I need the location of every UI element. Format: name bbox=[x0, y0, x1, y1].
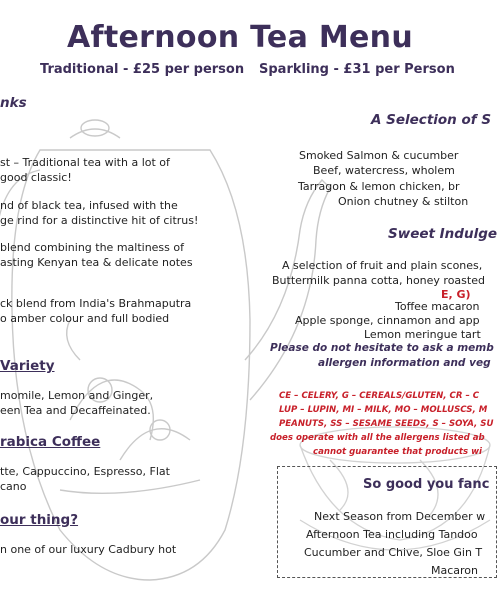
sweet-line: Apple sponge, cinnamon and app bbox=[295, 314, 480, 327]
sweet-line: A selection of fruit and plain scones, bbox=[282, 259, 483, 272]
sweet-line: Toffee macaron bbox=[395, 300, 480, 313]
allergen-list: PEANUTS, SS – SESAME SEEDS, S – SOYA, SU bbox=[279, 419, 494, 429]
allergen-note: allergen information and veg bbox=[318, 357, 491, 369]
tea-line: nd of black tea, infused with the bbox=[0, 199, 178, 212]
drinks-heading: nks bbox=[0, 95, 27, 111]
savoury-line: Tarragon & lemon chicken, br bbox=[298, 180, 460, 193]
price-sparkling: Sparkling - £31 per Person bbox=[259, 62, 455, 77]
tea-line: ge rind for a distinctive hit of citrus! bbox=[0, 214, 199, 227]
tea-line: asting Kenyan tea & delicate notes bbox=[0, 256, 193, 269]
allergen-list: does operate with all the allergens listed ab bbox=[270, 433, 485, 443]
variety-line: een Tea and Decaffeinated. bbox=[0, 404, 151, 417]
price-traditional: Traditional - £25 per person bbox=[40, 62, 245, 77]
allergen-list: cannot guarantee that products wi bbox=[313, 447, 482, 457]
variety-line: momile, Lemon and Ginger, bbox=[0, 389, 154, 402]
variety-heading: Variety bbox=[0, 358, 55, 374]
coffee-line: tte, Cappuccino, Espresso, Flat bbox=[0, 465, 170, 478]
tea-line: o amber colour and full bodied bbox=[0, 312, 170, 325]
promo-line: Macaron bbox=[431, 564, 479, 577]
promo-line: Cucumber and Chive, Sloe Gin T bbox=[304, 546, 483, 559]
savoury-line: Beef, watercress, wholem bbox=[313, 164, 455, 177]
tea-line: blend combining the maltiness of bbox=[0, 241, 184, 254]
coffee-heading: rabica Coffee bbox=[0, 434, 101, 450]
tea-line: ck blend from India's Brahmaputra bbox=[0, 297, 192, 310]
tea-line: st – Traditional tea with a lot of bbox=[0, 156, 170, 169]
promo-heading: So good you fanc bbox=[363, 477, 490, 492]
allergen-list: LUP – LUPIN, MI – MILK, MO – MOLLUSCS, M bbox=[279, 405, 488, 415]
sweet-line: E, G) bbox=[441, 288, 471, 301]
sweet-heading: Sweet Indulge bbox=[388, 226, 497, 242]
allergen-list: CE – CELERY, G – CEREALS/GLUTEN, CR – C bbox=[279, 391, 480, 401]
hot-chocolate-line: n one of our luxury Cadbury hot bbox=[0, 543, 177, 556]
not-your-thing-heading: our thing? bbox=[0, 512, 79, 528]
savoury-line: Onion chutney & stilton bbox=[338, 195, 469, 208]
sweet-line: Buttermilk panna cotta, honey roasted bbox=[272, 274, 485, 287]
savoury-line: Smoked Salmon & cucumber bbox=[299, 149, 459, 162]
promo-line: Afternoon Tea including Tandoo bbox=[306, 528, 478, 541]
allergen-note: Please do not hesitate to ask a memb bbox=[270, 342, 494, 354]
page-title: Afternoon Tea Menu bbox=[67, 20, 413, 55]
sweet-line: Lemon meringue tart bbox=[364, 328, 481, 341]
savoury-heading: A Selection of S bbox=[371, 112, 492, 128]
coffee-line: cano bbox=[0, 480, 27, 493]
promo-line: Next Season from December w bbox=[314, 510, 486, 523]
tea-line: good classic! bbox=[0, 171, 72, 184]
